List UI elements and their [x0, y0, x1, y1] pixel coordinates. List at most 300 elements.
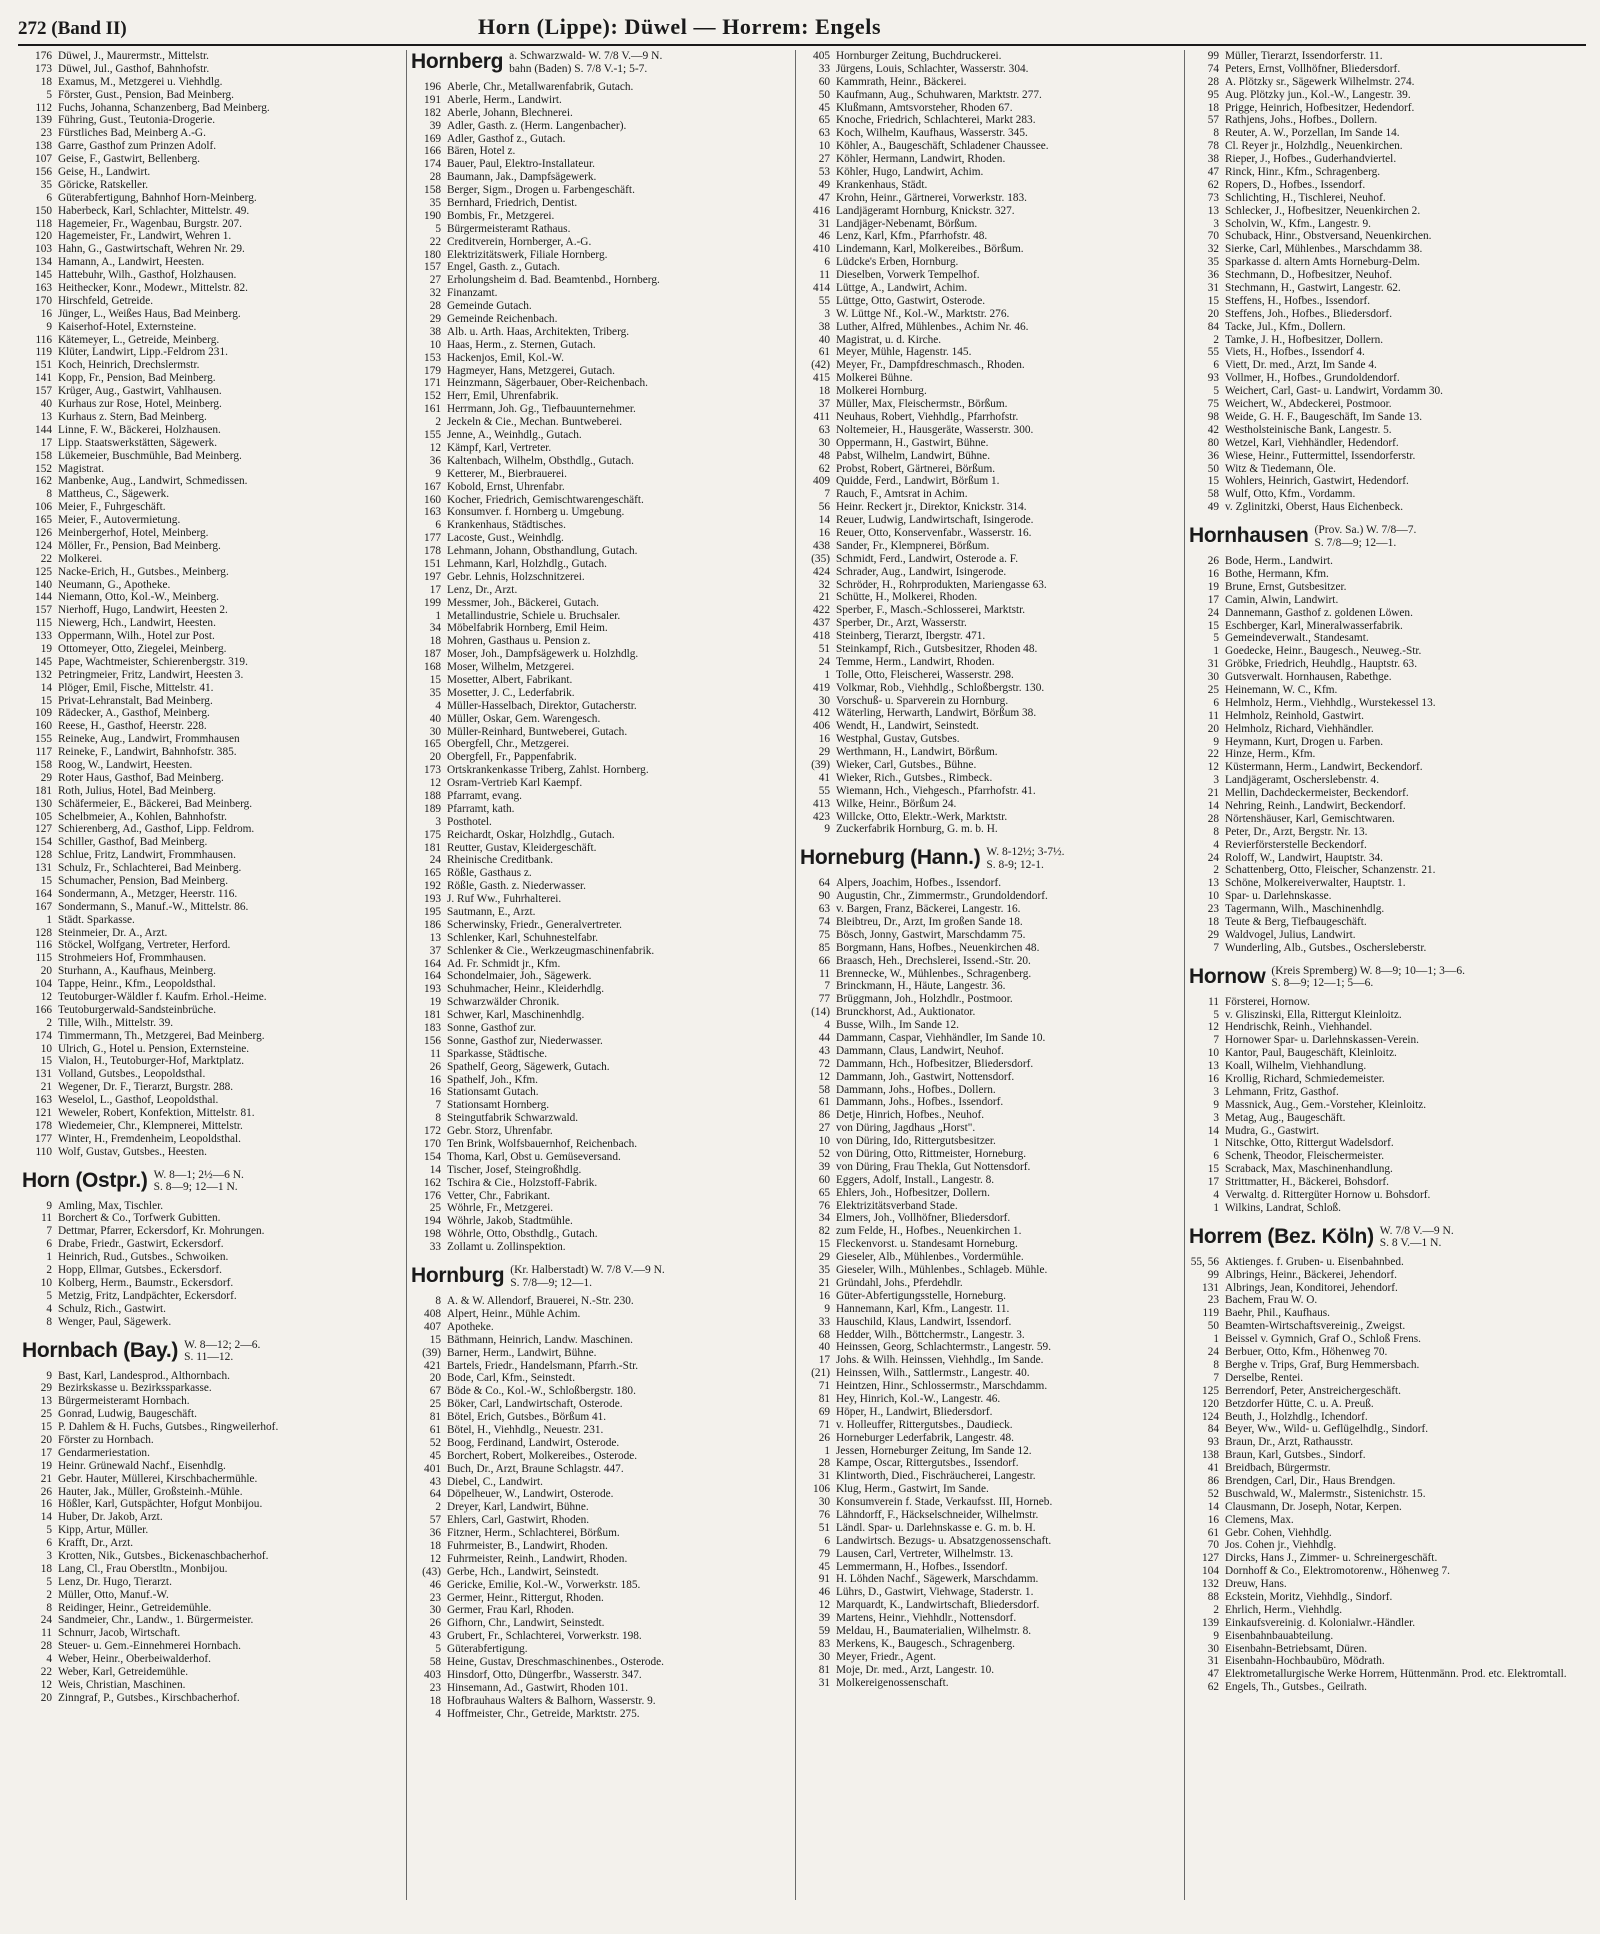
phone-number: 193	[424, 893, 441, 906]
subscriber-text: Meyer, Fr., Dampfdreschmasch., Rhoden.	[836, 359, 1025, 372]
phone-number: 55	[1207, 346, 1219, 359]
directory-entry	[1189, 50, 1567, 63]
phone-number: 19	[1207, 580, 1219, 593]
phone-number: 52	[429, 1436, 441, 1449]
subscriber-text: Brendgen, Carl, Dir., Haus Brendgen.	[1225, 1474, 1396, 1487]
phone-number: 82	[818, 1225, 830, 1238]
subscriber-text: Krollig, Richard, Schmiedemeister.	[1225, 1073, 1385, 1086]
phone-number: 62	[1207, 1681, 1219, 1694]
phone-number: 2	[1213, 1603, 1219, 1616]
phone-number: 176	[424, 1189, 441, 1202]
phone-number: 58	[429, 1655, 441, 1668]
subscriber-text: Teutoburgerwald-Sandsteinbrüche.	[58, 1003, 217, 1016]
phone-number: 2	[435, 1501, 441, 1514]
directory-entry	[411, 803, 789, 816]
phone-number: 7	[824, 488, 830, 501]
directory-entry	[22, 308, 400, 321]
phone-number: 145	[35, 269, 52, 282]
directory-entry	[800, 1470, 1178, 1483]
phone-number: 9	[46, 1199, 52, 1212]
phone-number: 34	[429, 622, 441, 635]
phone-number: 103	[35, 243, 52, 256]
subscriber-text: Borchert & Co., Torfwerk Gubitten.	[58, 1212, 221, 1225]
phone-number: 22	[40, 1665, 52, 1678]
subscriber-text: v. Holleuffer, Rittergutsbes., Daudieck.	[836, 1418, 1013, 1431]
phone-number: 39	[429, 119, 441, 132]
subscriber-text: Gieseler, Wilh., Mühlenbes., Schlageb. Mühle.	[836, 1264, 1048, 1277]
subscriber-text: Güterabfertigung, Bahnhof Horn-Meinberg.	[58, 191, 257, 204]
running-title: Horn (Lippe): Düwel — Horrem: Engels	[478, 14, 882, 39]
place-heading	[411, 50, 789, 75]
directory-entry	[1189, 424, 1567, 437]
phone-number: 77	[818, 993, 830, 1006]
subscriber-text: Ottomeyer, Otto, Ziegelei, Meinberg.	[58, 642, 227, 655]
subscriber-text: Lemmermann, H., Hofbes., Issendorf.	[836, 1560, 1008, 1573]
subscriber-text: Heinr. Reckert jr., Direktor, Knickstr. 314.	[836, 501, 1027, 514]
phone-number: 12	[429, 441, 441, 454]
subscriber-text: Schlenker, Karl, Schuhnestelfabr.	[447, 931, 599, 944]
phone-number: 193	[424, 983, 441, 996]
directory-entry	[800, 579, 1178, 592]
directory-entry	[22, 411, 400, 424]
directory-entry	[411, 1643, 789, 1656]
subscriber-text: Lüdcke's Erben, Hornburg.	[836, 256, 959, 269]
directory-entry	[22, 695, 400, 708]
phone-number: 62	[1207, 178, 1219, 191]
subscriber-text: Gieseler, Alb., Mühlenbes., Vordermühle.	[836, 1251, 1024, 1264]
directory-entry	[1189, 411, 1567, 424]
subscriber-text: Dornhoff & Co., Elektromotorenw., Höhenweg 7.	[1225, 1565, 1450, 1578]
directory-entry	[800, 929, 1178, 942]
phone-number: 51	[818, 642, 830, 655]
phone-number: 78	[1207, 140, 1219, 153]
subscriber-text: Meier, F., Fuhrgeschäft.	[58, 501, 166, 514]
subscriber-text: Fuchs, Johanna, Schanzenberg, Bad Meinberg.	[58, 101, 270, 114]
phone-number: 167	[35, 900, 52, 913]
directory-entry	[22, 1146, 400, 1159]
phone-number: 79	[818, 1547, 830, 1560]
subscriber-text: Haas, Herm., z. Sternen, Gutach.	[447, 338, 596, 351]
directory-entry	[800, 1174, 1178, 1187]
directory-entry	[1189, 1423, 1567, 1436]
subscriber-text: Ländl. Spar- u. Darlehnskasse e. G. m. b. H.	[836, 1521, 1036, 1534]
directory-entry	[800, 566, 1178, 579]
directory-entry	[22, 849, 400, 862]
phone-number: 15	[1207, 294, 1219, 307]
phone-number: 22	[1207, 748, 1219, 761]
phone-number: 43	[429, 1630, 441, 1643]
subscriber-text: Albrings, Jean, Konditorei, Jehendorf.	[1225, 1281, 1398, 1294]
directory-entry	[800, 385, 1178, 398]
subscriber-text: Probst, Robert, Gärtnerei, Börßum.	[836, 462, 996, 475]
phone-number: 124	[35, 539, 52, 552]
subscriber-text: Dieselben, Vorwerk Tempelhof.	[836, 269, 980, 282]
phone-number: 35	[429, 686, 441, 699]
subscriber-text: Stationsamt Gutach.	[447, 1086, 539, 1099]
subscriber-text: Müller-Hasselbach, Direktor, Gutacherstr.	[447, 699, 637, 712]
directory-entry	[800, 1561, 1178, 1574]
subscriber-text: Wöhrle, Fr., Metzgerei.	[447, 1202, 554, 1215]
directory-entry	[411, 390, 789, 403]
subscriber-text: Müller-Reinhard, Buntweberei, Gutach.	[447, 725, 628, 738]
phone-number: 151	[424, 557, 441, 570]
directory-entry	[800, 604, 1178, 617]
phone-number: 18	[429, 635, 441, 648]
directory-entry	[800, 475, 1178, 488]
phone-number: 121	[35, 1107, 52, 1120]
subscriber-text: Aberle, Chr., Metallwarenfabrik, Gutach.	[447, 81, 634, 93]
phone-number: 180	[424, 248, 441, 261]
phone-number: 16	[1207, 567, 1219, 580]
directory-entry	[1189, 1398, 1567, 1411]
directory-entry	[800, 205, 1178, 218]
directory-entry	[411, 906, 789, 919]
phone-number: 15	[1207, 1163, 1219, 1176]
phone-number: 116	[35, 333, 52, 346]
subscriber-text: Hey, Hinrich, Kol.-W., Langestr. 46.	[836, 1392, 1001, 1405]
directory-entry	[1189, 839, 1567, 852]
directory-entry	[1189, 1009, 1567, 1022]
directory-entry	[411, 1566, 789, 1579]
phone-number: 86	[1207, 1474, 1219, 1487]
phone-number: 21	[818, 591, 830, 604]
directory-entry	[411, 790, 789, 803]
directory-entry	[22, 540, 400, 553]
directory-entry	[411, 481, 789, 494]
subscriber-text: Lehmann, Johann, Obsthandlung, Gutach.	[447, 545, 638, 558]
directory-entry	[411, 494, 789, 507]
subscriber-text: Haberbeck, Karl, Schlachter, Mittelstr. 49.	[58, 204, 250, 217]
directory-entry	[1189, 1475, 1567, 1488]
directory-entry	[800, 1548, 1178, 1561]
phone-number: 171	[424, 377, 441, 390]
directory-entry	[22, 179, 400, 192]
subscriber-text: Dammann, Caspar, Viehhändler, Im Sande 10.	[836, 1032, 1046, 1045]
phone-number: 5	[46, 1575, 52, 1588]
directory-column	[407, 50, 796, 1900]
directory-entry	[1189, 321, 1567, 334]
place-heading	[1189, 524, 1567, 549]
phone-number: 15	[429, 673, 441, 686]
subscriber-text: Herr, Emil, Uhrenfabrik.	[447, 390, 559, 403]
directory-entry	[411, 1669, 789, 1682]
phone-number: 6	[1213, 696, 1219, 709]
phone-number: 10	[818, 1135, 830, 1148]
phone-number: 36	[1207, 269, 1219, 282]
directory-entry	[800, 707, 1178, 720]
directory-entry	[411, 1061, 789, 1074]
phone-number: 179	[424, 364, 441, 377]
subscriber-text: Molkerei Hornburg.	[836, 385, 927, 398]
phone-number: 34	[818, 1212, 830, 1225]
phone-number: 9	[1213, 1629, 1219, 1642]
directory-entry	[22, 398, 400, 411]
phone-number: 9	[46, 320, 52, 333]
directory-entry	[22, 1225, 400, 1238]
subscriber-text: v. Bargen, Franz, Bäckerei, Langestr. 16.	[836, 903, 1021, 916]
directory-entry	[1189, 488, 1567, 501]
phone-number: 29	[818, 1251, 830, 1264]
phone-number: 14	[1207, 1500, 1219, 1513]
subscriber-text: Schwer, Karl, Maschinenhdlg.	[447, 1009, 585, 1022]
phone-number: 63	[818, 423, 830, 436]
phone-number: 27	[818, 1122, 830, 1135]
phone-number: 127	[1202, 1552, 1219, 1565]
phone-number: 155	[35, 733, 52, 746]
subscriber-text: Kätemeyer, L., Getreide, Meinberg.	[58, 333, 220, 346]
subscriber-text: Pabst, Wilhelm, Landwirt, Bühne.	[836, 449, 991, 462]
directory-entry	[411, 777, 789, 790]
subscriber-text: Examus, M., Metzgerei u. Viehhdlg.	[58, 75, 223, 88]
subscriber-text: Osram-Vertrieb Karl Kaempf.	[447, 777, 583, 790]
subscriber-text: Schumacher, Pension, Bad Meinberg.	[58, 875, 229, 887]
phone-number: 164	[424, 970, 441, 983]
subscriber-text: Krankenhaus, Städtisches.	[447, 519, 566, 532]
subscriber-text: Hamann, A., Landwirt, Heesten.	[58, 256, 205, 269]
subscriber-text: Gifhorn, Chr., Landwirt, Seinstedt.	[447, 1617, 605, 1630]
phone-number: 50	[1207, 1320, 1219, 1333]
directory-entry	[800, 514, 1178, 527]
phone-number: 174	[35, 1029, 52, 1042]
directory-entry	[800, 1277, 1178, 1290]
directory-entry	[411, 455, 789, 468]
subscriber-text: Ten Brink, Wolfsbauernhof, Reichenbach.	[447, 1138, 638, 1151]
phone-number: 6	[46, 1238, 52, 1251]
phone-number: 67	[429, 1385, 441, 1398]
directory-entry	[22, 1370, 400, 1383]
phone-number: 17	[1207, 593, 1219, 606]
directory-entry	[411, 932, 789, 945]
phone-number: 83	[818, 1637, 830, 1650]
phone-number: 152	[424, 390, 441, 403]
subscriber-text: Alb. u. Arth. Haas, Architekten, Triberg.	[447, 325, 630, 338]
directory-entry	[800, 1264, 1178, 1277]
subscriber-text: Weweler, Robert, Konfektion, Mittelstr. 81.	[58, 1107, 255, 1120]
directory-entry	[22, 901, 400, 914]
directory-entry	[1189, 800, 1567, 813]
subscriber-text: Bürgermeisteramt Rathaus.	[447, 222, 571, 235]
directory-entry	[411, 545, 789, 558]
subscriber-text: Eisenbahnbauabteilung.	[1225, 1629, 1334, 1642]
phone-number: 132	[35, 668, 52, 681]
directory-entry	[22, 1434, 400, 1447]
subscriber-text: Derselbe, Rentei.	[1225, 1371, 1304, 1384]
phone-number: 131	[35, 862, 52, 875]
directory-entry	[1189, 1099, 1567, 1112]
subscriber-text: Reuer, Otto, Konservenfabr., Wasserstr. 16.	[836, 526, 1032, 539]
subscriber-text: Möbelfabrik Hornberg, Emil Heim.	[447, 622, 608, 635]
directory-entry	[22, 617, 400, 630]
subscriber-text: Schlichting, H., Tischlerei, Neuhof.	[1225, 191, 1386, 204]
directory-entry	[22, 798, 400, 811]
subscriber-text: Reineke, Aug., Landwirt, Frommhausen	[58, 733, 240, 746]
phone-number: 60	[818, 1173, 830, 1186]
directory-entry	[22, 424, 400, 437]
subscriber-text: Höper, H., Landwirt, Bliedersdorf.	[836, 1405, 993, 1418]
subscriber-text: Reineke, F., Landwirt, Bahnhofstr. 385.	[58, 746, 237, 759]
phone-number: 4	[435, 1707, 441, 1720]
subscriber-text: Erholungsheim d. Bad. Beamtenbd., Hornberg.	[447, 274, 660, 287]
directory-entry	[22, 514, 400, 527]
subscriber-text: Luther, Alfred, Mühlenbes., Achim Nr. 46.	[836, 320, 1029, 333]
directory-entry	[800, 269, 1178, 282]
phone-number: 7	[1213, 1371, 1219, 1384]
directory-column	[18, 50, 407, 1900]
subscriber-text: Mattheus, C., Sägewerk.	[58, 488, 170, 501]
subscriber-text: Roloff, W., Landwirt, Hauptstr. 34.	[1225, 851, 1383, 864]
subscriber-text: Döpelheuer, W., Landwirt, Osterode.	[447, 1488, 614, 1501]
directory-entry	[411, 558, 789, 571]
phone-number: 18	[429, 1694, 441, 1707]
phone-number: 12	[1207, 761, 1219, 774]
subscriber-text: P. Dahlem & H. Fuchs, Gutsbes., Ringweilerhof.	[58, 1421, 279, 1434]
phone-number: 106	[813, 1483, 830, 1496]
phone-number: 422	[813, 604, 830, 617]
subscriber-text: Weichert, Carl, Gast- u. Landwirt, Vordamm 30.	[1225, 385, 1443, 398]
phone-number: 128	[35, 926, 52, 939]
directory-entry	[1189, 256, 1567, 269]
phone-number: 91	[818, 1573, 830, 1586]
phone-number: 33	[818, 1315, 830, 1328]
subscriber-text: Kipp, Artur, Müller.	[58, 1524, 149, 1537]
columns-container	[18, 50, 1586, 1900]
phone-number: 21	[818, 1276, 830, 1289]
phone-number: 15	[40, 875, 52, 887]
directory-entry	[800, 1109, 1178, 1122]
directory-entry	[411, 816, 789, 829]
directory-entry	[411, 416, 789, 429]
subscriber-text: Landjäger-Nebenamt, Börßum.	[836, 217, 978, 230]
directory-entry	[1189, 620, 1567, 633]
phone-number: 57	[429, 1514, 441, 1527]
subscriber-text: Martens, Heinr., Viehhdlr., Nottensdorf.	[836, 1612, 1017, 1625]
subscriber-text: Schlue, Fritz, Landwirt, Frommhausen.	[58, 849, 236, 862]
subscriber-text: Adler, Gasth. z. (Herm. Langenbacher).	[447, 119, 627, 132]
phone-number: 9	[46, 1369, 52, 1382]
subscriber-text: Böde & Co., Kol.-W., Schloßbergstr. 180.	[447, 1385, 636, 1398]
phone-number: 161	[424, 403, 441, 416]
phone-number: 15	[40, 694, 52, 707]
phone-number: 424	[813, 565, 830, 578]
subscriber-text: Niemann, Otto, Kol.-W., Meinberg.	[58, 591, 219, 604]
subscriber-text: Braun, Karl, Gutsbes., Sindorf.	[1225, 1449, 1366, 1462]
place-name: Hornberg	[411, 50, 504, 73]
subscriber-text: Wäterling, Herwarth, Landwirt, Börßum 38.	[836, 707, 1037, 720]
subscriber-text: Roter Haus, Gasthof, Bad Meinberg.	[58, 771, 224, 784]
subscriber-text: Tagermann, Wilh., Maschinenhdlg.	[1225, 903, 1385, 916]
subscriber-text: Schäfermeier, E., Bäckerei, Bad Meinberg.	[58, 797, 253, 810]
directory-entry	[411, 1151, 789, 1164]
directory-entry	[411, 1022, 789, 1035]
directory-entry	[1189, 1411, 1567, 1424]
directory-entry	[22, 475, 400, 488]
phone-number: 160	[424, 493, 441, 506]
subscriber-text: Massnick, Aug., Gem.-Vorsteher, Kleinloitz.	[1225, 1098, 1427, 1111]
phone-number: 198	[424, 1228, 441, 1241]
phone-number: 423	[813, 810, 830, 823]
subscriber-text: Gonrad, Ludwig, Baugeschäft.	[58, 1408, 197, 1421]
subscriber-text: Dammann, Johs., Hofbes., Issendorf.	[836, 1096, 1004, 1109]
phone-number: 11	[1208, 709, 1219, 722]
subscriber-text: Güter-Abfertigungsstelle, Horneburg.	[836, 1289, 1006, 1302]
phone-number: 28	[1207, 812, 1219, 825]
subscriber-text: Bast, Karl, Landesprod., Althornbach.	[58, 1369, 230, 1382]
phone-number: 84	[1207, 320, 1219, 333]
phone-number: 31	[818, 1470, 830, 1483]
subscriber-text: Wunderling, Alb., Gutsbes., Oschersleberstr.	[1225, 941, 1427, 954]
subscriber-text: Lüttge, A., Landwirt, Achim.	[836, 282, 968, 295]
directory-entry	[22, 527, 400, 540]
directory-entry	[22, 1264, 400, 1277]
phone-number: 18	[40, 1562, 52, 1575]
phone-number: 24	[1207, 851, 1219, 864]
subscriber-text: Revierförsterstelle Beckendorf.	[1225, 838, 1367, 851]
directory-entry	[1189, 1307, 1567, 1320]
phone-number: 2	[1213, 333, 1219, 346]
directory-entry	[800, 733, 1178, 746]
phone-number: 21	[40, 1081, 52, 1094]
directory-entry	[1189, 1073, 1567, 1086]
directory-entry	[1189, 102, 1567, 115]
subscriber-text: Knoche, Friedrich, Schlachterei, Markt 283.	[836, 114, 1036, 127]
directory-entry	[411, 184, 789, 197]
subscriber-text: Baumann, Jak., Dampfsägewerk.	[447, 171, 597, 184]
directory-entry	[1189, 1655, 1567, 1668]
directory-entry	[800, 1625, 1178, 1638]
directory-entry	[22, 1498, 400, 1511]
directory-entry	[800, 1457, 1178, 1470]
directory-entry	[800, 411, 1178, 424]
subscriber-text: Germer, Heinr., Rittergut, Rhoden.	[447, 1591, 604, 1604]
phone-number: 437	[813, 617, 830, 630]
directory-entry	[800, 1251, 1178, 1264]
directory-entry	[1189, 1668, 1567, 1681]
subscriber-text: Bezirkskasse u. Bezirkssparkasse.	[58, 1382, 212, 1395]
subscriber-text: Beamten-Wirtschaftsvereinig., Zweigst.	[1225, 1320, 1406, 1333]
directory-entry	[22, 76, 400, 89]
subscriber-text: Teutoburger-Wäldler f. Kaufm. Erhol.-Heime.	[58, 991, 267, 1004]
directory-entry	[22, 1576, 400, 1589]
directory-entry	[22, 488, 400, 501]
phone-number: 6	[824, 256, 830, 269]
subscriber-text: Tacke, Jul., Kfm., Dollern.	[1225, 320, 1346, 333]
phone-number: 73	[1207, 191, 1219, 204]
subscriber-text: Hackenjos, Emil, Kol.-W.	[447, 351, 564, 364]
directory-entry	[22, 1251, 400, 1264]
subscriber-text: Schondelmaier, Joh., Sägewerk.	[447, 970, 592, 983]
directory-entry	[1189, 903, 1567, 916]
directory-entry	[22, 1486, 400, 1499]
subscriber-text: Cl. Reyer jr., Holzhdlg., Neuenkirchen.	[1225, 140, 1403, 153]
phone-number: 181	[35, 784, 52, 797]
phone-number: 45	[818, 101, 830, 114]
subscriber-text: Gebr. Storz, Uhrenfabr.	[447, 1125, 553, 1138]
subscriber-text: Berbuer, Otto, Kfm., Höhenweg 70.	[1225, 1346, 1388, 1359]
subscriber-text: Waldvogel, Julius, Landwirt.	[1225, 928, 1356, 941]
directory-entry	[800, 1316, 1178, 1329]
directory-entry	[411, 468, 789, 481]
phone-number: 14	[429, 1163, 441, 1176]
phone-number: 12	[40, 991, 52, 1004]
subscriber-text: Vorschuß- u. Sparverein zu Hornburg.	[836, 694, 1009, 707]
office-hours: a. Schwarzwald- W. 7/8 V.—9 N. bahn (Baden) S. 7/8 V.-1; 5-7.	[509, 50, 663, 75]
directory-entry	[800, 437, 1178, 450]
phone-number: 55, 56	[1190, 1255, 1219, 1268]
phone-number: 41	[1207, 1462, 1219, 1475]
phone-number: 8	[1213, 1358, 1219, 1371]
directory-entry	[22, 1473, 400, 1486]
phone-number: 167	[424, 480, 441, 493]
